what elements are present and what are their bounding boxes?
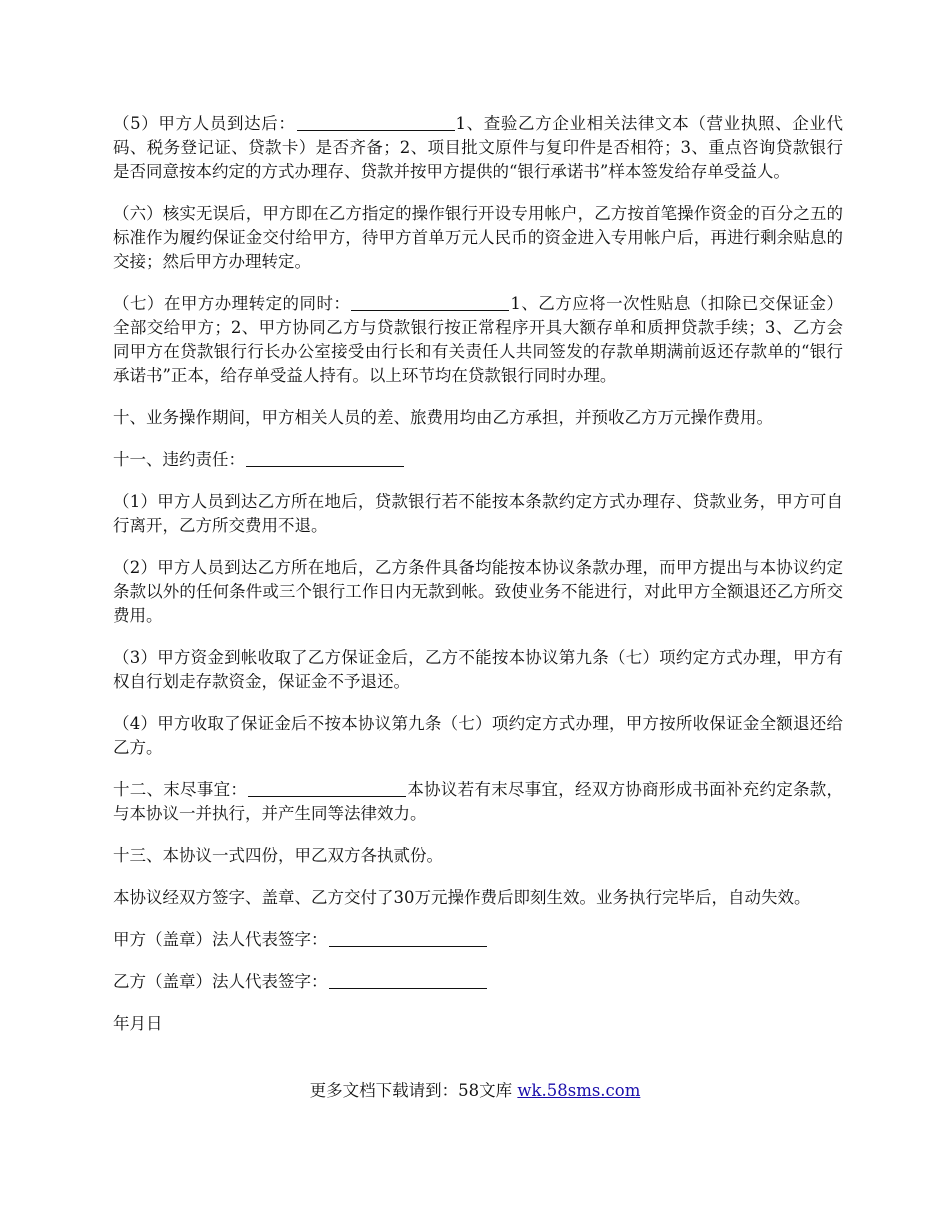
party-a-signature-line — [113, 928, 843, 952]
clause-10-expenses: 十、业务操作期间，甲方相关人员的差、旅费用均由乙方承担，并预收乙方万元操作费用。 — [113, 408, 773, 427]
signature-label: 乙方（盖章）法人代表签字： — [113, 972, 328, 991]
paragraph-text: 1、查验乙方企业相关法律文本（营业执照、企业代码、税务登记证、贷款卡）是否齐备；2、项目批文原件与复印件是否相符；3、重点咨询贷款银行是否同意按本约定的方式办理存、贷款并按甲方提供的“银行承诺书”样本签发给存单受益人。 — [113, 114, 843, 181]
document-body — [113, 112, 843, 1054]
paragraph-6-verification: （六）核实无误后，甲方即在乙方指定的操作银行开设专用帐户，乙方按首笔操作资金的百分之五的标准作为履约保证金交付给甲方，待甲方首单万元人民币的资金进入专用帐户后，再进行剩余贴息的交接；然后甲方办理转定。 — [113, 204, 843, 271]
paragraph-text: 1、乙方应将一次性贴息（扣除已交保证金）全部交给甲方；2、甲方协同乙方与贷款银行按正常程序开具大额存单和质押贷款手续；3、乙方会同甲方在贷款银行行长办公室接受由行长和有关责任人共同签发的存款单期满前返还存款单的“银行承诺书”正本，给存单受益人持有。以上环节均在贷款银行同时办理。 — [113, 294, 844, 385]
breach-item-1: （1）甲方人员到达乙方所在地后，贷款银行若不能按本条款约定方式办理存、贷款业务，甲方可自行离开，乙方所交费用不退。 — [113, 492, 843, 535]
footer — [0, 1079, 950, 1103]
footer-text: 更多文档下载请到：58文库 — [309, 1081, 518, 1100]
breach-item-4: （4）甲方收取了保证金后不按本协议第九条（七）项约定方式办理，甲方按所收保证金全额退还给乙方。 — [113, 714, 843, 757]
paragraph-7-transfer — [113, 292, 843, 388]
effective-clause: 本协议经双方签字、盖章、乙方交付了30万元操作费后即刻生效。业务执行完毕后，自动失效。 — [113, 888, 811, 907]
paragraph-5-staff-arrival — [113, 112, 843, 184]
signature-blank — [329, 930, 487, 947]
date-line: 年月日 — [113, 1014, 163, 1033]
breach-item-3: （3）甲方资金到帐收取了乙方保证金后，乙方不能按本协议第九条（七）项约定方式办理，甲方有权自行划走存款资金，保证金不予退还。 — [113, 648, 843, 691]
clause-11-breach-heading — [113, 448, 843, 472]
paragraph-text: 本协议若有末尽事宜，经双方协商形成书面补充约定条款，与本协议一并执行，并产生同等法律效力。 — [113, 780, 844, 823]
paragraph-text: 十二、末尽事宜： — [113, 780, 248, 799]
paragraph-text: （七）在甲方办理转定的同时： — [113, 294, 351, 313]
paragraph-text: （5）甲方人员到达后： — [113, 114, 296, 133]
party-b-signature-line — [113, 970, 843, 994]
fill-in-blank — [297, 114, 455, 131]
clause-12-outstanding-matters — [113, 778, 843, 826]
fill-in-blank — [246, 450, 404, 467]
breach-item-2: （2）甲方人员到达乙方所在地后，乙方条件具备均能按本协议条款办理，而甲方提出与本协议约定条款以外的任何条件或三个银行工作日内无款到帐。致使业务不能进行，对此甲方全额退还乙方所交费用。 — [113, 558, 843, 625]
paragraph-text: 十一、违约责任： — [113, 450, 245, 469]
footer-link[interactable]: wk.58sms.com — [517, 1081, 641, 1100]
signature-label: 甲方（盖章）法人代表签字： — [113, 930, 328, 949]
fill-in-blank — [351, 294, 509, 311]
fill-in-blank — [248, 780, 406, 797]
clause-13-copies: 十三、本协议一式四份，甲乙双方各执贰份。 — [113, 846, 443, 865]
signature-blank — [329, 972, 487, 989]
